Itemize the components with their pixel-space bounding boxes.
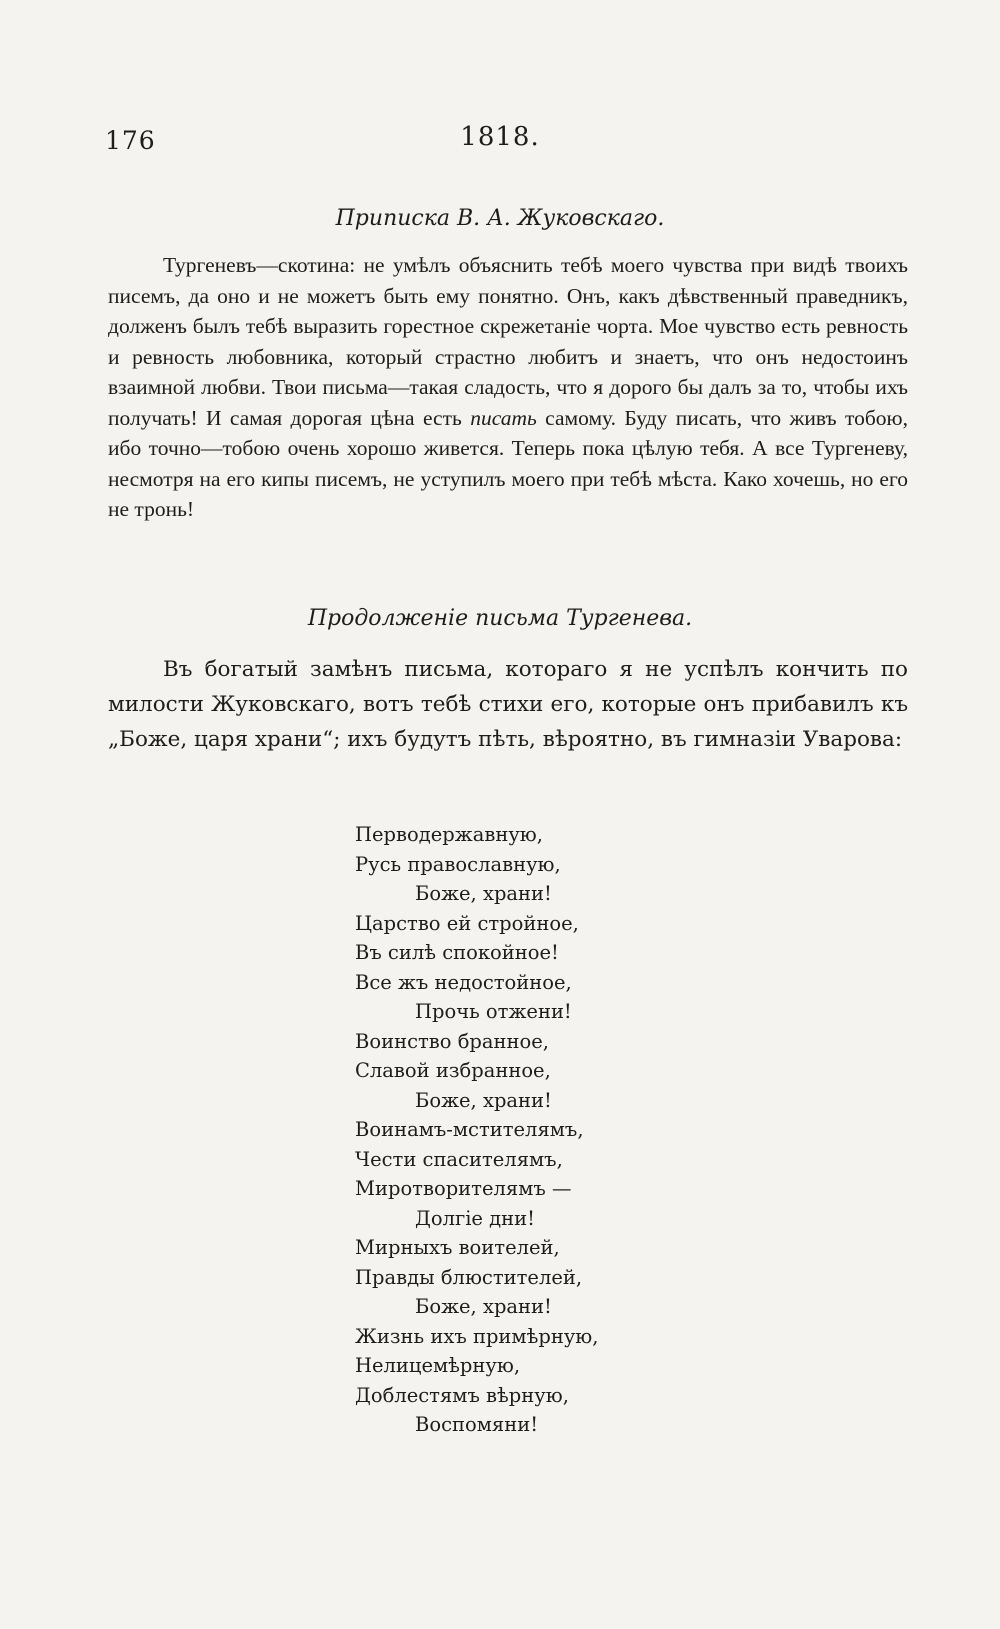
poem-line: Доблестямъ вѣрную,	[355, 1383, 569, 1407]
poem-line: Жизнь ихъ примѣрную,	[355, 1324, 599, 1348]
section-title-continuation: Продолженіе письма Тургенева.	[307, 606, 693, 631]
postscript-text-after: самому. Буду писать, что живъ тобою, ибо точно—тобою очень хорошо живется. Теперь пока цѣлую тебя. А все Тургеневу, несмотря на его кипы писемъ, не уступилъ моего при тебѣ мѣста. Како хочешь, но его не тронь!	[108, 405, 908, 521]
poem-line: Боже, храни!	[415, 1088, 552, 1112]
poem-line: Правды блюстителей,	[355, 1265, 583, 1289]
poem-line: Боже, храни!	[415, 1295, 552, 1318]
poem-line: Прочь отжени!	[415, 1000, 572, 1023]
poem-line: Боже, храни!	[415, 882, 552, 905]
page-number: 176	[105, 126, 156, 155]
running-head	[0, 120, 1000, 160]
section-title-postscript: Приписка В. А. Жуковскаго.	[335, 206, 665, 231]
poem-line: Чести спасителямъ,	[355, 1147, 563, 1171]
postscript-emphasis: писать	[470, 405, 537, 430]
poem-line: Въ силѣ спокойное!	[355, 941, 559, 964]
poem-line: Славой избранное,	[355, 1059, 551, 1082]
poem-line: Воинамъ-мстителямъ,	[355, 1118, 584, 1141]
running-head-year: 1818.	[460, 122, 540, 152]
poem-line: Долгіе дни!	[415, 1206, 536, 1230]
poem-line: Нелицемѣрную,	[355, 1354, 521, 1377]
poem-line: Перводержавную,	[355, 823, 543, 846]
poem-line: Мирныхъ воителей,	[355, 1236, 560, 1259]
poem	[355, 820, 755, 1440]
poem-line: Миротворителямъ —	[355, 1177, 572, 1200]
postscript-paragraph	[108, 250, 908, 525]
continuation-paragraph: Въ богатый замѣнъ письма, котораго я не успѣлъ кончить по милости Жуковскаго, вотъ тебѣ стихи его, которые онъ прибавилъ къ „Боже, царя храни“; ихъ будутъ пѣть, вѣроятно, въ гимназіи Уварова:	[108, 657, 908, 752]
poem-line: Воспомяни!	[415, 1413, 539, 1436]
poem-line: Русь православную,	[355, 852, 561, 876]
poem-line: Воинство бранное,	[355, 1029, 550, 1053]
poem-line: Все жъ недостойное,	[355, 970, 572, 994]
postscript-text-before: Тургеневъ—скотина: не умѣлъ объяснить тебѣ моего чувства при видѣ твоихъ писемъ, да оно и не можетъ быть ему понятно. Онъ, какъ дѣвственный праведникъ, долженъ былъ тебѣ выразить горестное скрежетаніе чорта. Мое чувство есть ревность и ревность любовника, который страстно любитъ и знаетъ, что онъ недостоинъ взаимной любви. Твои письма—такая сладость, что я дорого бы далъ за то, чтобы ихъ получать! И самая дорогая цѣна есть	[108, 253, 908, 430]
poem-line: Царство ей стройное,	[355, 911, 579, 935]
